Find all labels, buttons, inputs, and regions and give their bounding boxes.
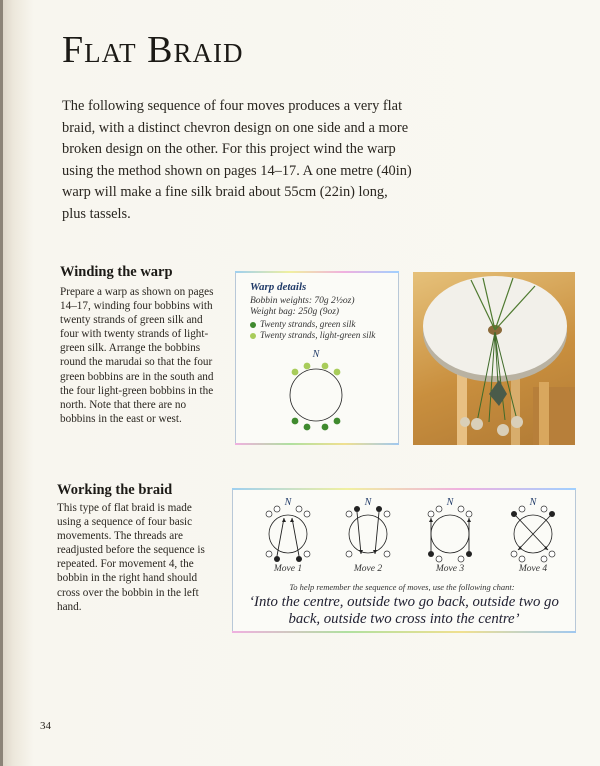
bobbin-south xyxy=(322,424,329,431)
bobbin-north xyxy=(322,363,329,370)
move-1-label: Move 1 xyxy=(273,564,303,574)
bobbin-north xyxy=(304,363,311,370)
marudai-circle xyxy=(290,369,342,421)
warp-details-title: Warp details xyxy=(250,281,307,293)
bobbin-south xyxy=(334,418,341,425)
move-3-north-marker: N xyxy=(446,497,454,508)
working-heading: Working the braid xyxy=(57,482,173,498)
intro-paragraph: The following sequence of four moves produces a very flat braid, with a distinct chevron design on one side and a more broken design on the other. For this project wind the warp using the method shown on pages 14–17. A one metre (40in) warp will make a fine silk braid about 55cm (22in) long, plus tassels. xyxy=(62,98,412,222)
bobbin-weights: Bobbin weights: 70g 2½oz) xyxy=(250,296,355,306)
bobbin-north xyxy=(334,369,341,376)
moves-diagrams xyxy=(253,492,563,572)
move-2-label: Move 2 xyxy=(353,564,383,574)
move-4-diagram xyxy=(511,497,555,562)
marudai-photo xyxy=(413,272,575,445)
legend-lightgreen-label: Twenty strands, light-green silk xyxy=(260,330,376,340)
winding-heading: Winding the warp xyxy=(60,264,173,280)
north-marker: N xyxy=(312,349,320,360)
page-edge xyxy=(0,0,3,766)
working-text: This type of flat braid is made using a sequence of four basic movements. The threads are readjusted before the sequence is repeated. For movement 4, the bobbin in the right hand should cross over the bobbin in the left hand. xyxy=(57,502,205,613)
chant-text: ‘Into the centre, outside two go back, outside two go back, outside two cross into the centre’ xyxy=(249,594,559,627)
move-4-label: Move 4 xyxy=(518,564,548,574)
chant-hint: To help remember the sequence of moves, use the following chant: xyxy=(289,582,515,592)
bobbin-south xyxy=(304,424,311,431)
legend-green-label: Twenty strands, green silk xyxy=(260,319,356,329)
move-4-north-marker: N xyxy=(529,497,537,508)
move-2-diagram xyxy=(346,497,390,557)
warp-details-box xyxy=(235,272,399,444)
green-dot-icon xyxy=(250,322,256,328)
move-3-label: Move 3 xyxy=(435,564,465,574)
page-number: 34 xyxy=(40,720,51,732)
lightgreen-dot-icon xyxy=(250,333,256,339)
move-1-diagram xyxy=(266,497,310,562)
weight-bag: Weight bag: 250g (9oz) xyxy=(250,307,340,317)
winding-text: Prepare a warp as shown on pages 14–17, winding four bobbins with twenty strands of green silk and four with twenty strands of light-green silk. Arrange the bobbins round the marudai so that the four green bobbins are in the south and the four light-green bobbins in the north. Note that there are no bobbins in the east or west. xyxy=(60,286,214,425)
move-2-north-marker: N xyxy=(364,497,372,508)
bobbin-north xyxy=(292,369,299,376)
bobbin-arrangement-diagram xyxy=(281,347,351,437)
bobbin-south xyxy=(292,418,299,425)
move-3-diagram xyxy=(428,497,472,562)
move-1-north-marker: N xyxy=(284,497,292,508)
legend-lightgreen xyxy=(250,330,375,340)
legend-green xyxy=(250,319,355,329)
page-title: Flat Braid xyxy=(62,29,244,71)
